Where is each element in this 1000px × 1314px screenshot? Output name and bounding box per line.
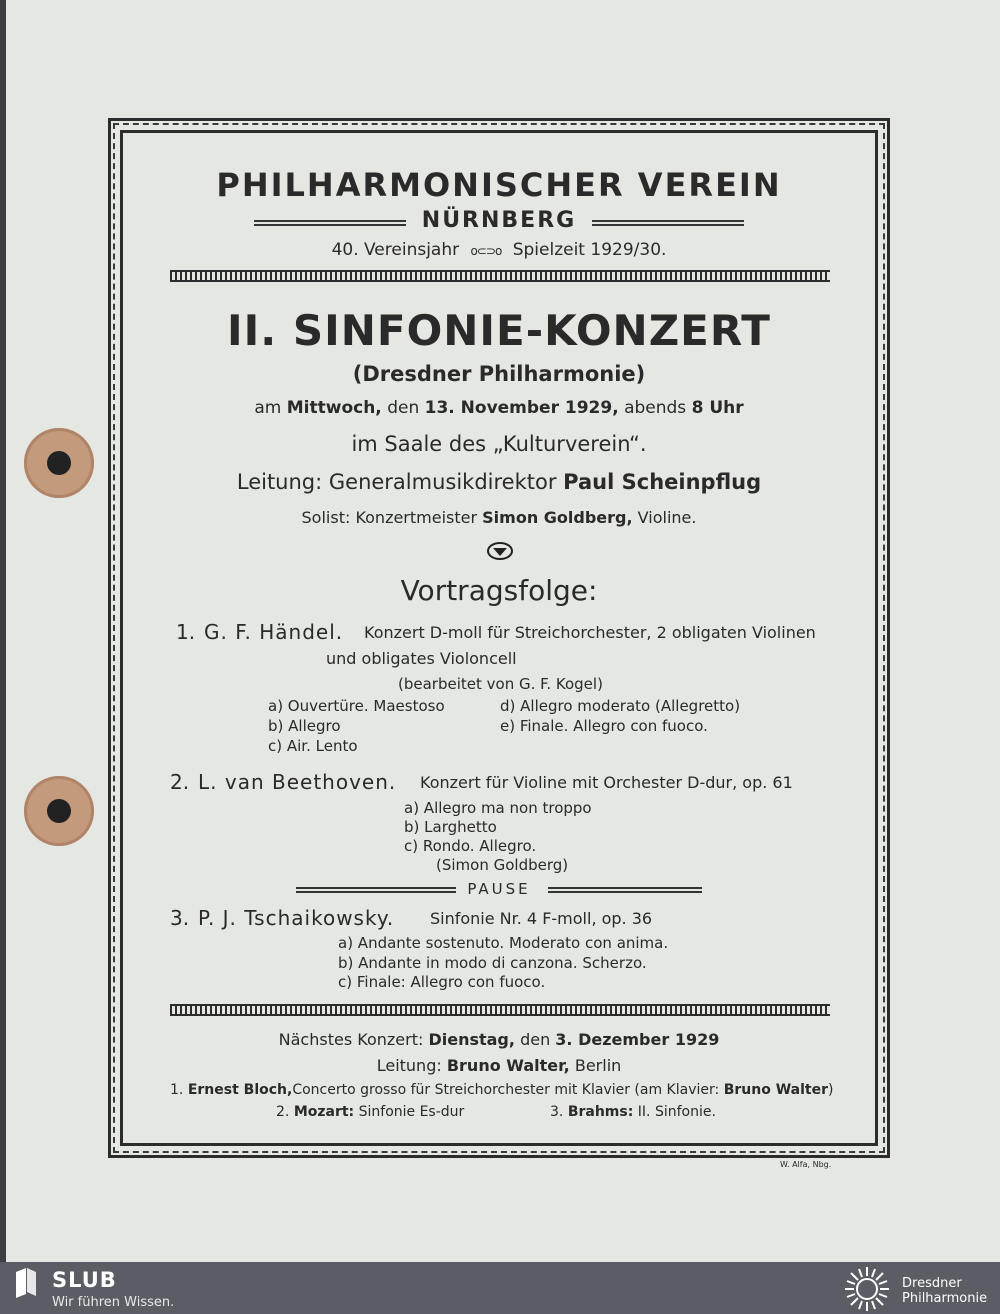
soloist-label: Solist: Konzertmeister [301,508,478,527]
next-line2-number: 2. [276,1104,290,1120]
next-program-line2 [276,1104,464,1120]
item2-movement-c: c) Rondo. Allegro. [404,837,537,855]
punch-hole-top [24,428,94,498]
next-line3-work: II. Sinfonie. [637,1104,716,1120]
chain-ornament-icon: o⊂⊃o [470,244,502,258]
soloist-name: Simon Goldberg, [482,508,633,527]
date-time: 8 Uhr [691,398,744,418]
orchestra-name: (Dresdner Philharmonie) [352,362,646,386]
next-line1-work: Concerto grosso für Streichorchester mit Klavier (am Klavier: [292,1082,720,1098]
item1-work-line1: Konzert D-moll für Streichorchester, 2 obligaten Violinen [364,623,816,642]
next-day: Dienstag, [428,1030,515,1049]
next-concert-line [120,1030,878,1049]
next-date: 3. Dezember 1929 [555,1030,720,1049]
date-day: Mittwoch, [286,398,382,418]
date-evening: abends [624,398,687,418]
slub-tagline: Wir führen Wissen. [52,1295,175,1310]
printer-imprint: W. Alfa, Nbg. [780,1160,832,1169]
society-title: PHILHARMONISCHER VEREIN [216,166,782,204]
ornament-bar-bottom [170,1004,830,1016]
item1-number: 1. [176,620,196,644]
item1-movement-a: a) Ouvertüre. Maestoso [268,697,445,715]
venue: im Saale des „Kulturverein“. [351,432,647,456]
slub-book-icon[interactable] [14,1268,38,1298]
item3-movement-a: a) Andante sostenuto. Moderato con anima. [338,934,669,952]
shield-emblem-icon [487,542,513,560]
concert-title: II. SINFONIE-KONZERT [227,306,771,355]
city-name: NÜRNBERG [421,208,577,233]
next-line1-close: ) [827,1082,834,1098]
date-mid: den [387,398,420,418]
conductor-label: Leitung: Generalmusikdirektor [236,470,557,494]
item1-movement-c: c) Air. Lento [268,737,358,755]
punch-hole-bottom [24,776,94,846]
next-program-line3 [550,1104,716,1120]
next-line1-composer: Ernest Bloch, [187,1082,293,1098]
next-line1-number: 1. [170,1082,184,1098]
partner-name-line1: Dresdner [902,1276,962,1291]
next-conductor-label: Leitung: [376,1056,442,1075]
city-rule-right [592,220,744,226]
item1-movement-d: d) Allegro moderato (Allegretto) [500,697,741,715]
next-conductor-line [120,1056,878,1075]
slub-name[interactable]: SLUB [52,1268,117,1292]
next-line3-composer: Brahms: [567,1104,634,1120]
scan-edge [0,0,6,1262]
partner-name-line2: Philharmonie [902,1291,988,1306]
program-heading: Vortragsfolge: [400,574,598,607]
item2-performer: (Simon Goldberg) [436,856,569,874]
item2-movement-b: b) Larghetto [404,818,497,836]
item3-number: 3. [170,906,190,930]
item3-movement-b: b) Andante in modo di canzona. Scherzo. [338,954,647,972]
item2-number: 2. [170,770,190,794]
item1-arrangement: (bearbeitet von G. F. Kogel) [398,675,603,693]
concert-date [120,398,878,418]
conductor-line [120,470,878,494]
next-line2-work: Sinfonie Es-dur [358,1104,465,1120]
next-program-line1 [170,1082,833,1098]
partner-name[interactable] [902,1276,987,1306]
next-line2-composer: Mozart: [293,1104,355,1120]
season-year: 40. Vereinsjahr [331,240,460,260]
item2-composer: L. van Beethoven. [198,770,397,794]
next-conductor-name: Bruno Walter, [446,1056,570,1075]
item2-work: Konzert für Violine mit Orchester D-dur, op. 61 [420,773,793,792]
item3-work: Sinfonie Nr. 4 F-moll, op. 36 [430,909,653,928]
date-date: 13. November 1929, [424,398,619,418]
next-line1-pianist: Bruno Walter [723,1082,828,1098]
pause-rule-right [548,887,702,893]
soloist-instrument: Violine. [637,508,697,527]
item1-movement-b: b) Allegro [268,717,341,735]
conductor-name: Paul Scheinpflug [563,470,762,494]
season-line [120,240,878,260]
item1-work-line2: und obligates Violoncell [326,649,517,668]
dresdner-philharmonie-logo-icon[interactable] [842,1264,892,1314]
ornament-bar-top [170,270,830,282]
item3-composer: P. J. Tschaikowsky. [198,906,395,930]
pause-label: PAUSE [467,880,531,898]
item1-composer: G. F. Händel. [204,620,344,644]
date-prefix: am [254,398,282,418]
next-label: Nächstes Konzert: [278,1030,424,1049]
next-conductor-city: Berlin [574,1056,622,1075]
next-mid: den [520,1030,551,1049]
item2-movement-a: a) Allegro ma non troppo [404,799,592,817]
season-span: Spielzeit 1929/30. [512,240,667,260]
soloist-line [120,508,878,527]
item1-movement-e: e) Finale. Allegro con fuoco. [500,717,708,735]
next-line3-number: 3. [550,1104,564,1120]
item3-movement-c: c) Finale: Allegro con fuoco. [338,973,546,991]
